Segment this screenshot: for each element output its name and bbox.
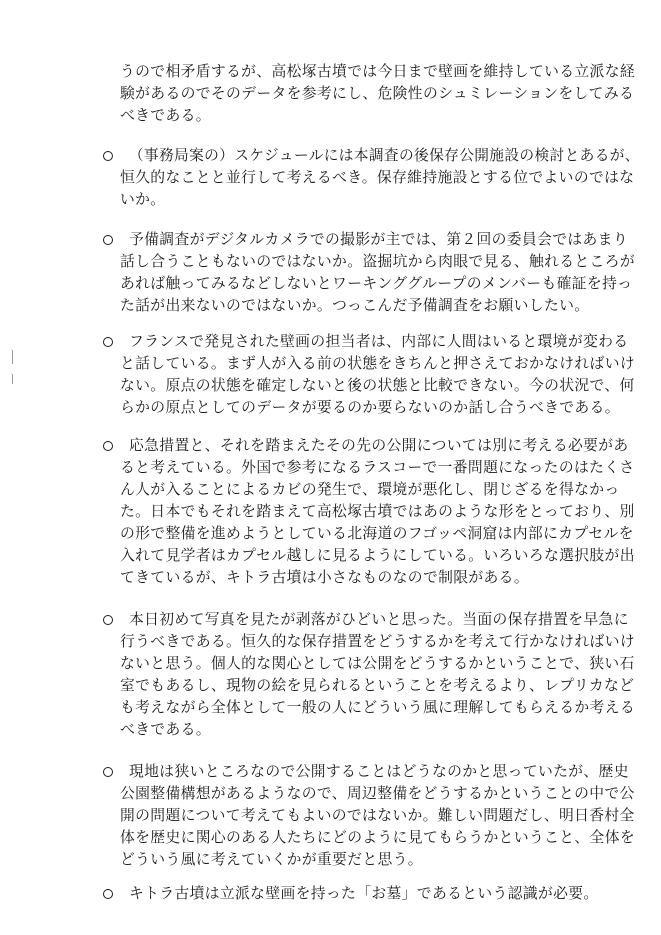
- text-line: 公園整備構想があるようなので、周辺整備をどうするかということの中で公: [120, 785, 635, 802]
- bullet-circle-icon: [103, 615, 113, 625]
- bullet-line: [103, 146, 640, 166]
- text-line: 本日初めて写真を見たが剥落がひどいと思った。当面の保存措置を早急に: [129, 611, 629, 628]
- text-line: どういう風に考えていくかが重要だと思う。: [120, 851, 423, 868]
- text-line: 予備調査がデジタルカメラでの撮影が主では、第２回の委員会ではあまり: [129, 231, 628, 248]
- text-line: ない。原点の状態を確定しないと後の状態と比較できない。今の状況で、何: [120, 377, 635, 394]
- bullet-circle-icon: [103, 767, 113, 777]
- text-line: キトラ古墳は立派な壁画を持った「お墓」であるという認識が必要。: [129, 885, 599, 902]
- text-line: ん人が入ることによるカビの発生で、環境が悪化し、閉じざるを得なかっ: [120, 481, 620, 498]
- bullet-line: [103, 762, 629, 782]
- text-line: 恒久的なことと並行して考えるべき。保存維持施設とする位でよいのではな: [120, 169, 635, 186]
- text-line: うので相矛盾するが、高松塚古墳では今日まで壁画を維持している立派な経: [120, 63, 635, 80]
- text-line: いか。: [120, 191, 166, 208]
- text-line: フランスで発見された壁画の担当者は、内部に人間はいると環境が変わる: [129, 333, 629, 350]
- bullet-line: [103, 610, 629, 630]
- text-line: てきているが、キトラ古墳は小さなものなので制限がある。: [120, 569, 529, 586]
- bullet-circle-icon: [103, 151, 113, 161]
- text-line: 体を歴史に関心のある人たちにどのように見てもらうかということ、全体を: [120, 829, 635, 846]
- text-line: べきである。: [120, 721, 211, 738]
- text-line: 行うべきである。恒久的な保存措置をどうするかを考えて行かなければいけ: [120, 633, 635, 650]
- text-line: 室でもあるし、現物の絵を見られるということを考えるより、レプリカなど: [120, 677, 635, 694]
- text-line: も考えながら全体として一般の人にどういう風に理解してもらえるか考える: [120, 699, 635, 716]
- text-line: た話が出来ないのではないか。つっこんだ予備調査をお願いしたい。: [120, 297, 590, 314]
- bullet-circle-icon: [103, 889, 113, 899]
- bullet-line: [103, 332, 628, 352]
- text-line: の形で整備を進めようとしている北海道のフゴッペ洞窟は内部にカプセルを: [120, 525, 634, 542]
- text-line: ないと思う。個人的な関心としては公開をどうするかということで、狭い石: [120, 655, 635, 672]
- text-line: 現地は狭いところなので公開することはどうなのかと思っていたが、歴史: [129, 763, 629, 780]
- text-line: 話し合うこともないのではないか。盗掘坑から肉眼で見る、触れるところが: [120, 253, 635, 270]
- text-line: （事務局案の）スケジュールには本調査の後保存公開施設の検討とあるが、: [128, 147, 640, 164]
- text-line: た。日本でもそれを踏まえて高松塚古墳ではあのような形をとっており、別: [120, 503, 635, 520]
- text-line: 験があるのでそのデータを参考にし、危険性のシュミレーションをしてみる: [120, 85, 635, 102]
- text-line: べきである。: [120, 107, 211, 124]
- bullet-line: [103, 436, 629, 456]
- text-line: 入れて見学者はカプセル越しに見るようにしている。いろいろな選択肢が出: [120, 547, 635, 564]
- text-line: 応急措置と、それを踏まえたその先の公開については別に考える必要があ: [129, 437, 629, 454]
- scan-mark: [12, 350, 13, 364]
- bullet-circle-icon: [103, 441, 113, 451]
- text-line: らかの原点としてのデータが要るのか要らないのか話し合うべきである。: [120, 399, 620, 416]
- bullet-circle-icon: [103, 235, 113, 245]
- bullet-line: [103, 884, 599, 904]
- bullet-circle-icon: [103, 337, 113, 347]
- text-line: ると考えている。外国で参考になるラスコーで一番問題になったのはたくさ: [120, 459, 635, 476]
- text-line: あれば触ってみるなどしないとワーキンググループのメンバーも確証を持っ: [120, 275, 633, 292]
- scan-mark: [12, 374, 13, 384]
- text-line: と話している。まず人が入る前の状態をきちんと押さえておかなければいけ: [120, 355, 635, 372]
- text-line: 開の問題について考えてもよいのではないか。難しい問題だし、明日香村全: [120, 807, 635, 824]
- bullet-line: [103, 230, 628, 250]
